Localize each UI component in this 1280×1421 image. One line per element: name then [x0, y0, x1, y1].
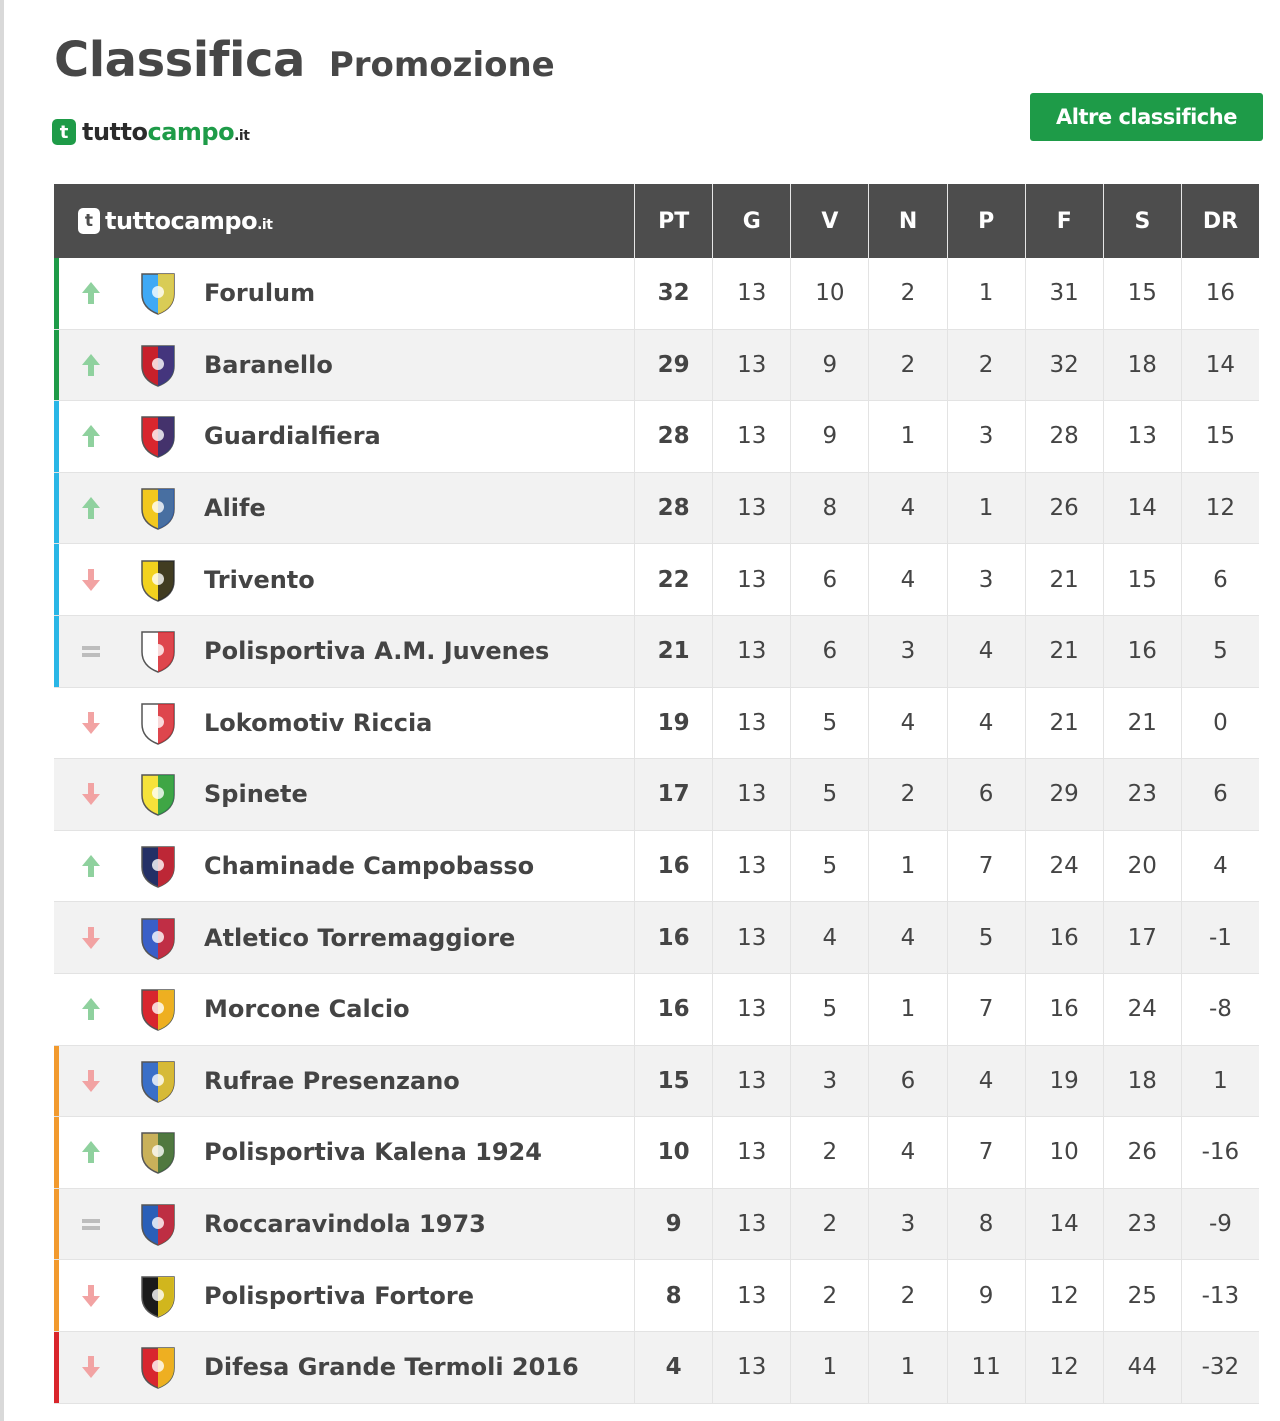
trend-up-arrow-icon: [80, 852, 102, 880]
stat-g: 13: [712, 759, 790, 830]
team-name[interactable]: Baranello: [204, 350, 333, 379]
stat-v: 9: [790, 330, 868, 401]
table-row[interactable]: [54, 258, 1259, 330]
stat-n: 4: [868, 544, 946, 615]
table-row[interactable]: [54, 759, 1259, 831]
page-title-row: [54, 32, 555, 88]
stat-f: 28: [1025, 401, 1103, 472]
table-body: [54, 258, 1259, 1404]
stat-v: 2: [790, 1189, 868, 1260]
stat-v: 4: [790, 902, 868, 973]
stat-s: 21: [1103, 688, 1181, 759]
stat-n: 1: [868, 831, 946, 902]
stat-n: 1: [868, 974, 946, 1045]
trend-up-arrow-icon: [80, 351, 102, 379]
tuttocampo-logo-icon: t: [52, 119, 76, 145]
header-brand-part1: tutto: [105, 207, 171, 235]
stat-s: 44: [1103, 1332, 1181, 1403]
stat-g: 13: [712, 401, 790, 472]
stat-g: 13: [712, 1260, 790, 1331]
brand-part1: tutto: [82, 118, 148, 146]
stat-s: 26: [1103, 1117, 1181, 1188]
stat-s: 23: [1103, 1189, 1181, 1260]
stat-pt: 28: [634, 473, 712, 544]
stat-p: 1: [947, 473, 1025, 544]
stat-p: 3: [947, 544, 1025, 615]
header-brand: [54, 184, 634, 258]
stat-pt: 4: [634, 1332, 712, 1403]
stat-s: 18: [1103, 1046, 1181, 1117]
team-name[interactable]: Atletico Torremaggiore: [204, 923, 516, 952]
table-row[interactable]: [54, 401, 1259, 473]
stat-dr: 16: [1181, 258, 1259, 329]
stat-n: 2: [868, 330, 946, 401]
stat-dr: -13: [1181, 1260, 1259, 1331]
stat-f: 12: [1025, 1260, 1103, 1331]
stat-dr: -16: [1181, 1117, 1259, 1188]
stat-dr: 1: [1181, 1046, 1259, 1117]
stat-pt: 16: [634, 974, 712, 1045]
team-name[interactable]: Chaminade Campobasso: [204, 852, 535, 881]
table-row[interactable]: [54, 616, 1259, 688]
stat-pt: 22: [634, 544, 712, 615]
team-cell: [54, 759, 634, 830]
brand-wordmark: [82, 118, 249, 146]
team-crest-icon: [138, 700, 178, 746]
stat-n: 4: [868, 473, 946, 544]
stat-n: 1: [868, 401, 946, 472]
trend-unchanged-icon: [80, 1210, 102, 1238]
stat-n: 4: [868, 688, 946, 759]
team-name[interactable]: Difesa Grande Termoli 2016: [204, 1353, 579, 1382]
stat-v: 10: [790, 258, 868, 329]
stat-g: 13: [712, 902, 790, 973]
team-crest-icon: [138, 843, 178, 889]
team-crest-icon: [138, 413, 178, 459]
header-brand-wordmark: [105, 207, 272, 235]
stat-dr: 14: [1181, 330, 1259, 401]
stat-f: 32: [1025, 330, 1103, 401]
table-row[interactable]: [54, 1117, 1259, 1189]
trend-down-arrow-icon: [80, 1353, 102, 1381]
stat-v: 8: [790, 473, 868, 544]
stat-p: 8: [947, 1189, 1025, 1260]
table-row[interactable]: [54, 974, 1259, 1046]
stat-p: 5: [947, 902, 1025, 973]
stat-dr: -9: [1181, 1189, 1259, 1260]
stat-f: 21: [1025, 688, 1103, 759]
stat-dr: 4: [1181, 831, 1259, 902]
team-crest-icon: [138, 1058, 178, 1104]
team-name[interactable]: Trivento: [204, 565, 315, 594]
stat-pt: 28: [634, 401, 712, 472]
column-header-dr[interactable]: DR: [1181, 184, 1259, 258]
table-row[interactable]: [54, 902, 1259, 974]
stat-f: 21: [1025, 616, 1103, 687]
stat-g: 13: [712, 1046, 790, 1117]
stat-g: 13: [712, 258, 790, 329]
stat-n: 4: [868, 1117, 946, 1188]
team-name[interactable]: Forulum: [204, 279, 316, 308]
team-crest-icon: [138, 485, 178, 531]
team-cell: [54, 1260, 634, 1331]
team-name[interactable]: Rufrae Presenzano: [204, 1066, 460, 1095]
stat-p: 2: [947, 330, 1025, 401]
stat-v: 9: [790, 401, 868, 472]
stat-s: 13: [1103, 401, 1181, 472]
stat-p: 7: [947, 1117, 1025, 1188]
brand-part2: campo: [147, 118, 235, 146]
stat-p: 4: [947, 1046, 1025, 1117]
stat-v: 3: [790, 1046, 868, 1117]
stat-n: 1: [868, 1332, 946, 1403]
column-header-v[interactable]: V: [790, 184, 868, 258]
stat-pt: 9: [634, 1189, 712, 1260]
team-cell: [54, 1332, 634, 1403]
stat-p: 4: [947, 688, 1025, 759]
team-cell: [54, 258, 634, 329]
stat-g: 13: [712, 1332, 790, 1403]
column-header-f[interactable]: F: [1025, 184, 1103, 258]
stat-dr: 0: [1181, 688, 1259, 759]
team-cell: [54, 616, 634, 687]
trend-down-arrow-icon: [80, 1282, 102, 1310]
stat-f: 16: [1025, 974, 1103, 1045]
stat-pt: 21: [634, 616, 712, 687]
stat-pt: 10: [634, 1117, 712, 1188]
stat-dr: 6: [1181, 544, 1259, 615]
tuttocampo-brand-link[interactable]: [52, 118, 249, 146]
team-crest-icon: [138, 915, 178, 961]
stat-f: 10: [1025, 1117, 1103, 1188]
team-name[interactable]: Alife: [204, 494, 266, 523]
stat-g: 13: [712, 616, 790, 687]
stat-n: 4: [868, 902, 946, 973]
tuttocampo-logo-icon: t: [78, 208, 100, 234]
stat-g: 13: [712, 974, 790, 1045]
stat-g: 13: [712, 688, 790, 759]
stat-g: 13: [712, 330, 790, 401]
table-row[interactable]: [54, 1260, 1259, 1332]
stat-p: 3: [947, 401, 1025, 472]
page-title: Classifica: [54, 32, 305, 88]
stat-s: 17: [1103, 902, 1181, 973]
table-header: [54, 184, 1259, 258]
team-cell: [54, 1117, 634, 1188]
team-name[interactable]: Polisportiva A.M. Juvenes: [204, 637, 550, 666]
team-name[interactable]: Lokomotiv Riccia: [204, 708, 433, 737]
team-crest-icon: [138, 557, 178, 603]
team-cell: [54, 1189, 634, 1260]
page-subtitle: Promozione: [328, 45, 555, 85]
column-header-pt[interactable]: PT: [634, 184, 712, 258]
stat-s: 15: [1103, 544, 1181, 615]
stat-v: 1: [790, 1332, 868, 1403]
team-name[interactable]: Spinete: [204, 780, 308, 809]
stat-s: 24: [1103, 974, 1181, 1045]
table-row[interactable]: [54, 1046, 1259, 1118]
team-name[interactable]: Roccaravindola 1973: [204, 1210, 486, 1239]
brand-tld: .it: [234, 128, 250, 144]
stat-p: 4: [947, 616, 1025, 687]
stat-p: 11: [947, 1332, 1025, 1403]
trend-up-arrow-icon: [80, 995, 102, 1023]
stat-s: 25: [1103, 1260, 1181, 1331]
stat-p: 9: [947, 1260, 1025, 1331]
team-crest-icon: [138, 1129, 178, 1175]
stat-n: 6: [868, 1046, 946, 1117]
header-brand-part2: campo: [170, 207, 258, 235]
stat-s: 15: [1103, 258, 1181, 329]
stat-f: 31: [1025, 258, 1103, 329]
stat-p: 1: [947, 258, 1025, 329]
stat-f: 19: [1025, 1046, 1103, 1117]
stat-f: 14: [1025, 1189, 1103, 1260]
trend-unchanged-icon: [80, 637, 102, 665]
trend-up-arrow-icon: [80, 1138, 102, 1166]
stat-v: 5: [790, 831, 868, 902]
team-crest-icon: [138, 771, 178, 817]
team-name[interactable]: Guardialfiera: [204, 422, 381, 451]
stat-s: 14: [1103, 473, 1181, 544]
stat-v: 5: [790, 688, 868, 759]
stat-n: 3: [868, 1189, 946, 1260]
table-row[interactable]: [54, 330, 1259, 402]
page-left-border: [0, 0, 4, 1421]
standings-table: [54, 184, 1259, 1404]
stat-f: 12: [1025, 1332, 1103, 1403]
stat-s: 20: [1103, 831, 1181, 902]
team-crest-icon: [138, 342, 178, 388]
table-row[interactable]: [54, 544, 1259, 616]
trend-up-arrow-icon: [80, 422, 102, 450]
team-crest-icon: [138, 1273, 178, 1319]
stat-g: 13: [712, 473, 790, 544]
table-row[interactable]: [54, 1189, 1259, 1261]
stat-dr: 6: [1181, 759, 1259, 830]
stat-v: 6: [790, 544, 868, 615]
stat-s: 16: [1103, 616, 1181, 687]
stat-n: 2: [868, 1260, 946, 1331]
stat-v: 2: [790, 1260, 868, 1331]
stat-dr: 5: [1181, 616, 1259, 687]
trend-down-arrow-icon: [80, 1067, 102, 1095]
stat-s: 18: [1103, 330, 1181, 401]
stat-pt: 32: [634, 258, 712, 329]
stat-g: 13: [712, 1189, 790, 1260]
stat-dr: 15: [1181, 401, 1259, 472]
stat-pt: 8: [634, 1260, 712, 1331]
stat-n: 2: [868, 258, 946, 329]
stat-f: 26: [1025, 473, 1103, 544]
table-row[interactable]: [54, 1332, 1259, 1404]
stat-g: 13: [712, 544, 790, 615]
stat-pt: 16: [634, 831, 712, 902]
stat-f: 16: [1025, 902, 1103, 973]
stat-pt: 19: [634, 688, 712, 759]
team-cell: [54, 473, 634, 544]
trend-up-arrow-icon: [80, 494, 102, 522]
team-cell: [54, 902, 634, 973]
stat-pt: 16: [634, 902, 712, 973]
stat-v: 2: [790, 1117, 868, 1188]
stat-p: 6: [947, 759, 1025, 830]
header-brand-tld: .it: [257, 217, 273, 233]
trend-down-arrow-icon: [80, 709, 102, 737]
table-row[interactable]: [54, 688, 1259, 760]
stat-n: 2: [868, 759, 946, 830]
column-header-p[interactable]: P: [947, 184, 1025, 258]
stat-dr: -8: [1181, 974, 1259, 1045]
stat-pt: 15: [634, 1046, 712, 1117]
table-row[interactable]: [54, 831, 1259, 903]
trend-down-arrow-icon: [80, 566, 102, 594]
stat-f: 29: [1025, 759, 1103, 830]
team-cell: [54, 1046, 634, 1117]
team-crest-icon: [138, 986, 178, 1032]
team-crest-icon: [138, 628, 178, 674]
team-name[interactable]: Morcone Calcio: [204, 995, 410, 1024]
stat-dr: -32: [1181, 1332, 1259, 1403]
team-cell: [54, 974, 634, 1045]
trend-up-arrow-icon: [80, 279, 102, 307]
stat-f: 21: [1025, 544, 1103, 615]
trend-down-arrow-icon: [80, 924, 102, 952]
team-cell: [54, 831, 634, 902]
table-row[interactable]: [54, 473, 1259, 545]
column-header-n[interactable]: N: [868, 184, 946, 258]
team-crest-icon: [138, 1201, 178, 1247]
column-header-g[interactable]: G: [712, 184, 790, 258]
stat-pt: 29: [634, 330, 712, 401]
stat-pt: 17: [634, 759, 712, 830]
stat-n: 3: [868, 616, 946, 687]
team-crest-icon: [138, 1344, 178, 1390]
stat-g: 13: [712, 1117, 790, 1188]
other-standings-button[interactable]: Altre classifiche: [1030, 93, 1263, 141]
team-cell: [54, 401, 634, 472]
trend-down-arrow-icon: [80, 780, 102, 808]
stat-s: 23: [1103, 759, 1181, 830]
stat-p: 7: [947, 831, 1025, 902]
stat-dr: 12: [1181, 473, 1259, 544]
stat-v: 5: [790, 759, 868, 830]
team-cell: [54, 330, 634, 401]
column-header-s[interactable]: S: [1103, 184, 1181, 258]
stat-v: 6: [790, 616, 868, 687]
team-cell: [54, 544, 634, 615]
team-name[interactable]: Polisportiva Kalena 1924: [204, 1138, 542, 1167]
team-cell: [54, 688, 634, 759]
stat-p: 7: [947, 974, 1025, 1045]
team-crest-icon: [138, 270, 178, 316]
stat-g: 13: [712, 831, 790, 902]
team-name[interactable]: Polisportiva Fortore: [204, 1281, 475, 1310]
stat-f: 24: [1025, 831, 1103, 902]
stat-v: 5: [790, 974, 868, 1045]
stat-dr: -1: [1181, 902, 1259, 973]
